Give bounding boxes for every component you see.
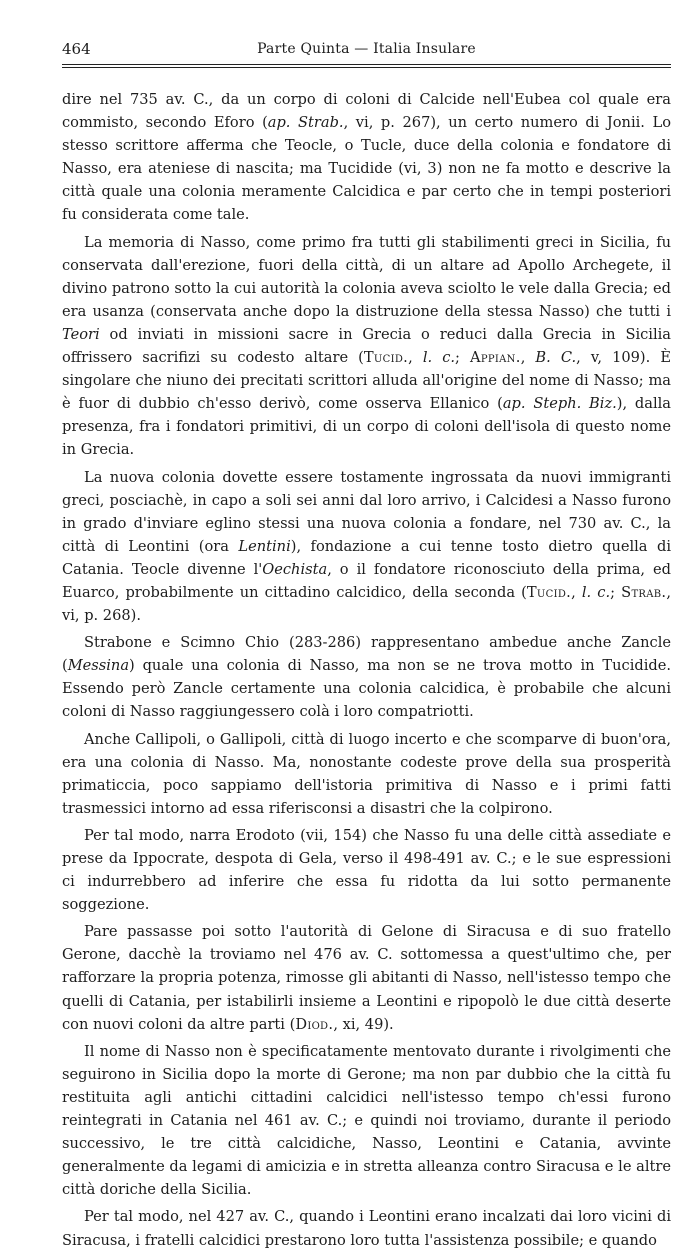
paragraph-4: Strabone e Scimno Chio (283-286) rappresentano ambedue anche Zancle (Messina) quale una colonia di Nasso, ma non se ne trova motto in Tucidide. Essendo però Zancle certamente una colonia calcidica, è probabile che alcuni coloni di Nasso raggiungessero colà i loro compatriotti. [62, 634, 671, 721]
page-header [62, 38, 671, 60]
paragraph-2: La memoria di Nasso, come primo fra tutti gli stabilimenti greci in Sicilia, fu conservata dall'erezione, fuori della città, di un altare ad Apollo Archegete, il divino patrono sotto la cui autorità la colonia aveva sciolto le vele dalla Grecia; ed era usanza (conservata anche dopo la distruzione della stessa Nasso) che tutti i Teori od inviati in missioni sacre in Grecia o reduci dalla Grecia in Sicilia offrissero sacrifizi su codesto altare (Tucid., l. c.; Appian., B. C., v, 109). È singolare che niuno dei precitati scrittori alluda all'origine del nome di Nasso; ma è fuor di dubbio ch'esso derivò, come osserva Ellanico (ap. Steph. Biz.), dalla presenza, fra i fondatori primitivi, di un corpo di coloni dell'isola di questo nome in Grecia. [62, 233, 672, 459]
paragraph-6: Per tal modo, narra Erodoto (vii, 154) che Nasso fu una delle città assediate e prese da Ippocrate, despota di Gela, verso il 498-491 av. C.; e le sue espressioni ci indurrebbero ad inferire che essa fu ridotta da lui sotto permanente soggezione. [62, 826, 671, 914]
header-rule-secondary [62, 67, 671, 68]
header-rule [62, 64, 671, 65]
running-title: Parte Quinta — Italia Insulare [257, 41, 476, 57]
body-text [62, 88, 671, 1252]
paragraph-7: Pare passasse poi sotto l'autorità di Gelone di Siracusa e di suo fratello Gerone, dacchè la troviamo nel 476 av. C. sottomessa a quest'ultimo che, per rafforzare la propria potenza, rimosse gli abitanti di Nasso, nell'istesso tempo che quelli di Catania, per istabilirli insieme a Leontini e ripopolò le due città deserte con nuovi coloni da altre parti (Diod., xi, 49). [62, 923, 671, 1033]
book-page [62, 38, 671, 1252]
paragraph-9: Per tal modo, nel 427 av. C., quando i Leontini erano incalzati dai loro vicini di Siracusa, i fratelli calcidici prestarono loro tutta l'assistenza possibile; e quando [62, 1208, 671, 1249]
paragraph-5: Anche Callipoli, o Gallipoli, città di luogo incerto e che scomparve di buon'ora, era una colonia di Nasso. Ma, nonostante codeste prove della sua prosperità primaticcia, poco sappiamo dell'istoria primitiva di Nasso e i primi fatti trasmessici intorno ad essa riferisconsi a disastri che la colpirono. [62, 730, 671, 817]
paragraph-8: Il nome di Nasso non è specificatamente mentovato durante i rivolgimenti che seguirono in Sicilia dopo la morte di Gerone; ma non par dubbio che la città fu restituita agli antichi cittadini calcidici nell'istesso tempo ch'essi furono reintegrati in Catania nel 461 av. C.; e quindi noi troviamo, durante il periodo successivo, le tre città calcidiche, Nasso, Leontini e Catania, avvinte generalmente da legami di amicizia e in stretta alleanza contro Siracusa e le altre città doriche della Sicilia. [62, 1042, 671, 1199]
page-number: 464 [62, 40, 91, 58]
paragraph-1: dire nel 735 av. C., da un corpo di coloni di Calcide nell'Eubea col quale era commisto, secondo Eforo (ap. Strab., vi, p. 267), un certo numero di Jonii. Lo stesso scrittore afferma che Teocle, o Tucle, duce della colonia e fondatore di Nasso, era ateniese di nascita; ma Tucidide (vi, 3) non ne fa motto e descrive la città quale una colonia meramente Calcidica e par certo che in tempi posteriori fu considerata come tale. [62, 91, 671, 224]
paragraph-3: La nuova colonia dovette essere tostamente ingrossata da nuovi immigranti greci, posciachè, in capo a soli sei anni dal loro arrivo, i Calcidesi a Nasso furono in grado d'inviare eglino stessi una nuova colonia a fondare, nel 730 av. C., la città di Leontini (ora Lentini), fondazione a cui tenne tosto dietro quella di Catania. Teocle divenne l'Oechista, o il fondatore riconosciuto della prima, ed Euarco, probabilmente un cittadino calcidico, della seconda (Tucid., l. c.; Strab., vi, p. 268). [62, 468, 672, 625]
